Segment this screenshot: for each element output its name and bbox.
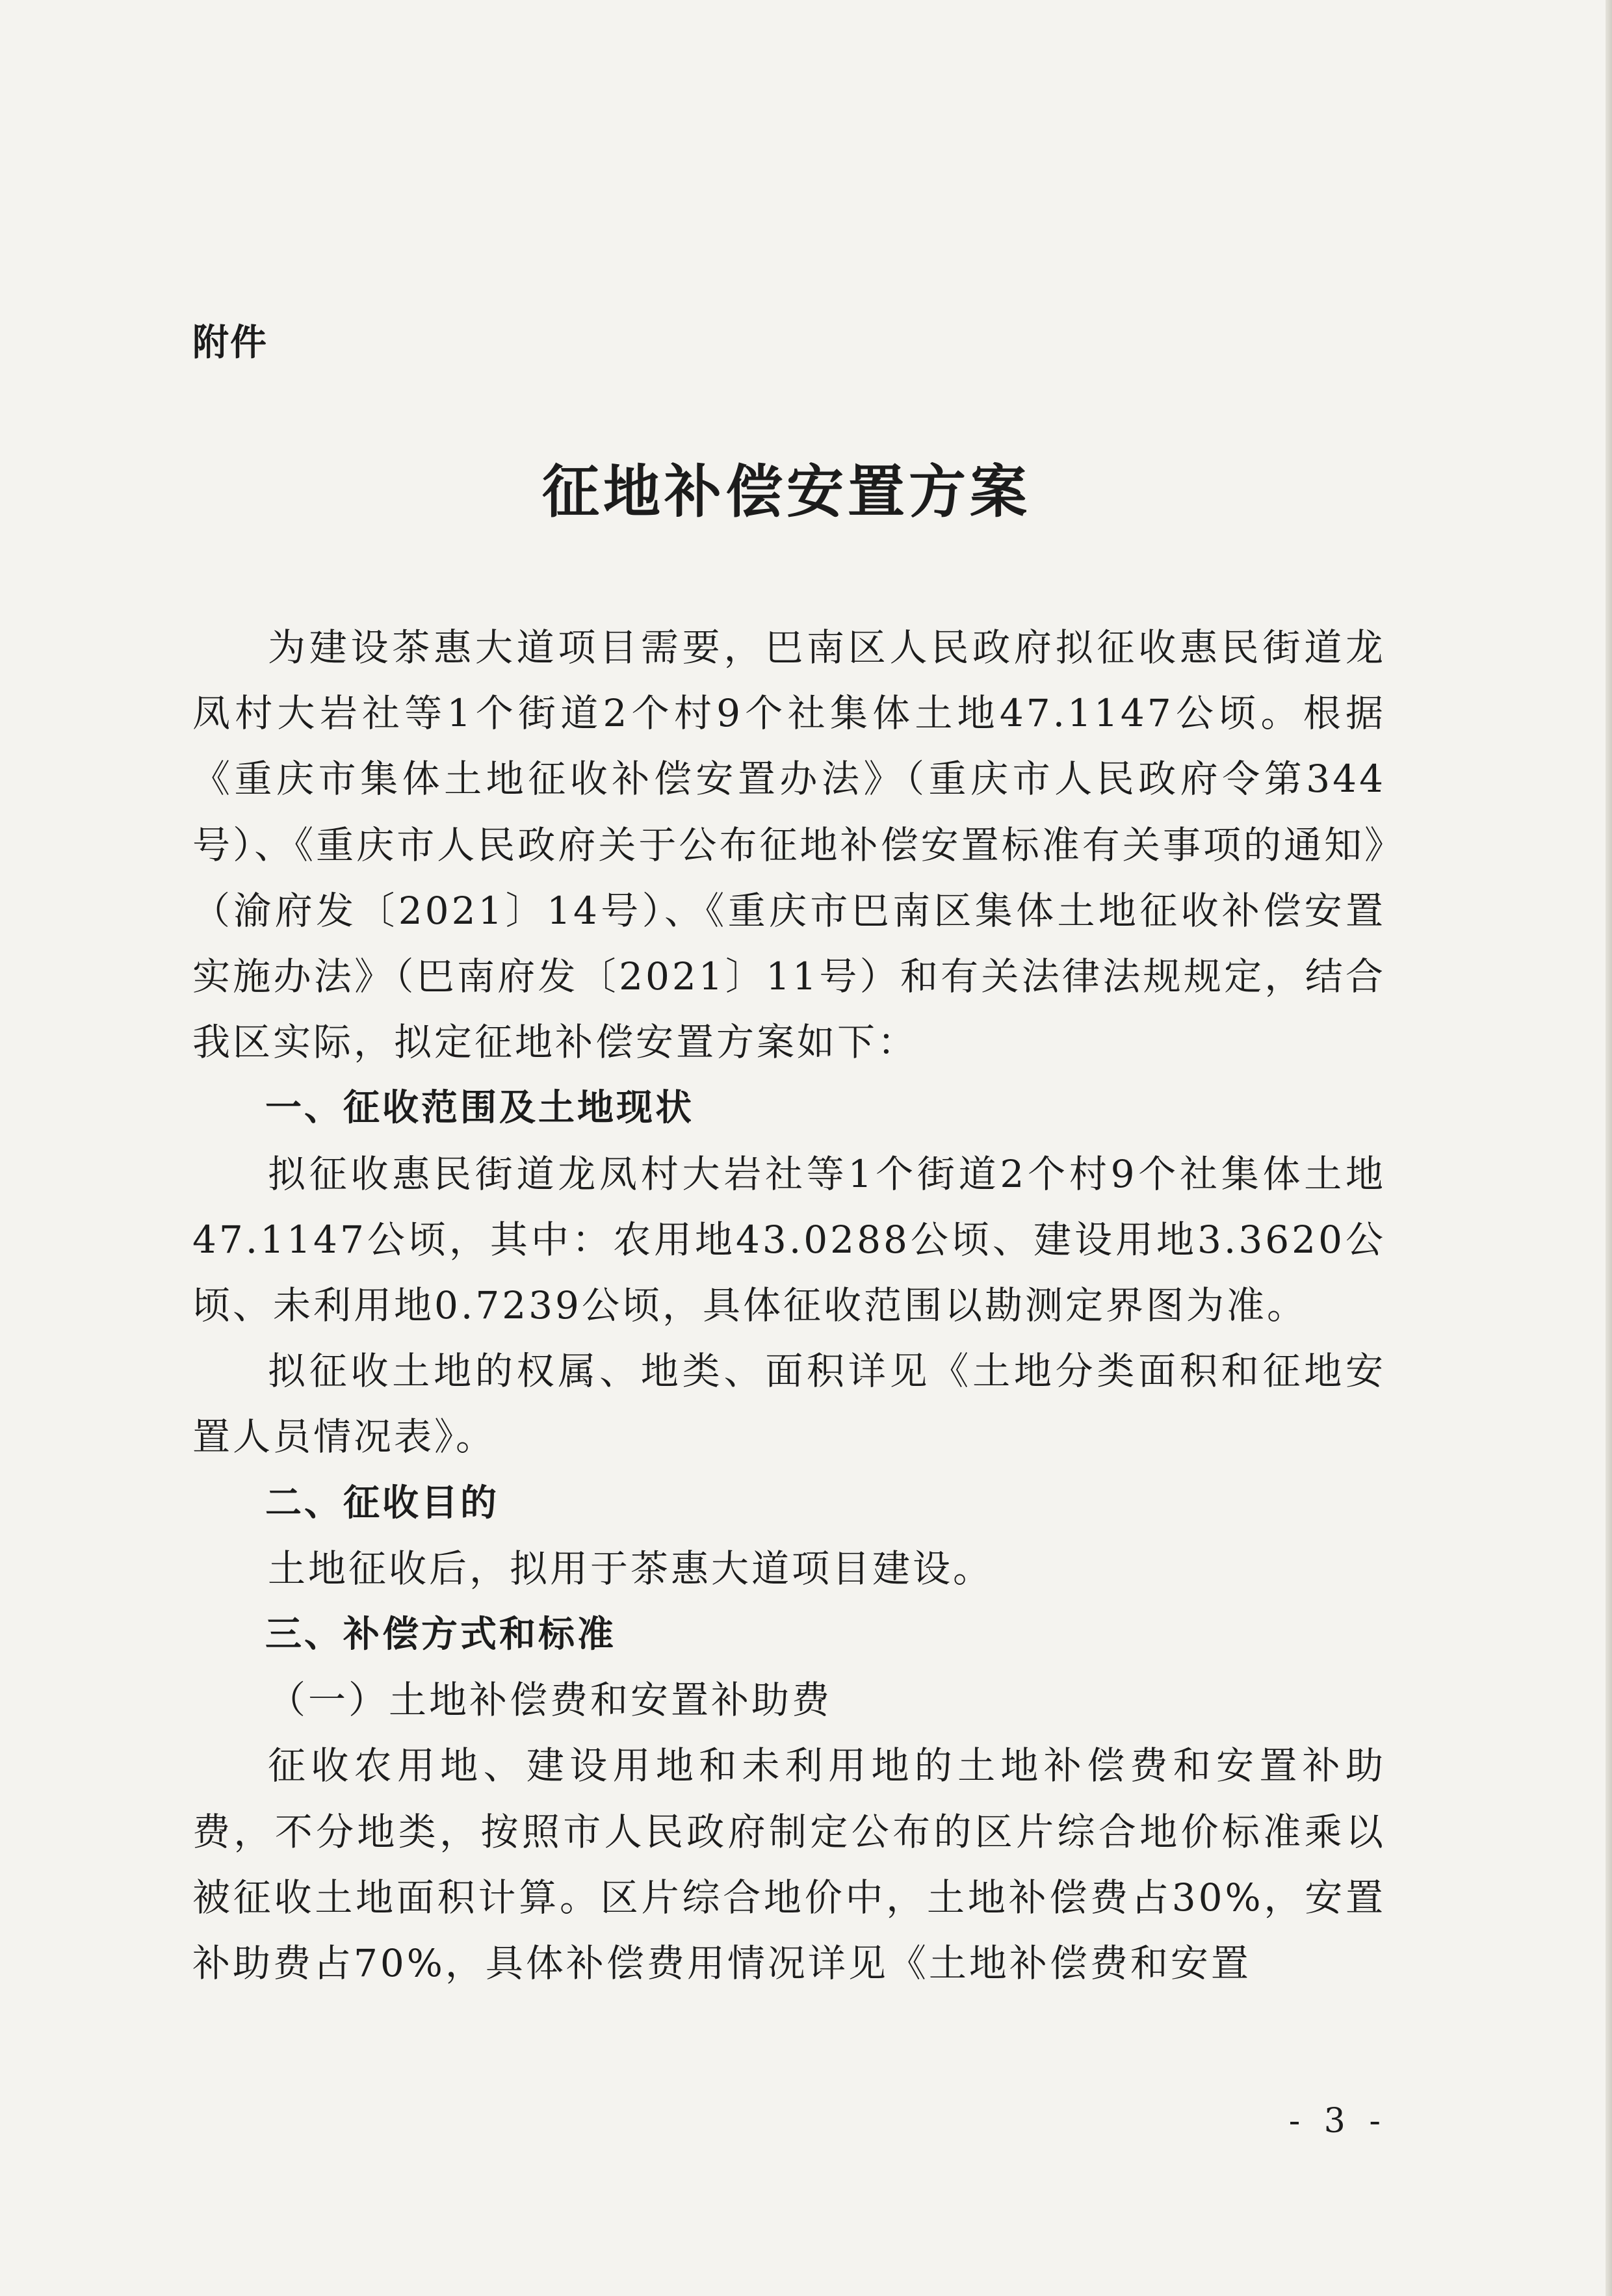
compensation-paragraph: 征收农用地、建设用地和未利用地的土地补偿费和安置补助费，不分地类，按照市人民政府制定公布的区片综合地价标准乘以被征收土地面积计算。区片综合地价中，土地补偿费占30%，安置补助费占70%，具体补偿费用情况详见《土地补偿费和安置 (192, 1743, 1386, 1986)
attachment-label: 附件 (192, 322, 268, 364)
scope-paragraph-1: 拟征收惠民街道龙凤村大岩社等1个街道2个村9个社集体土地47.1147公顷，其中：农用地43.0288公顷、建设用地3.3620公顷、未利用地0.7239公顷，具体征收范围以勘测定界图为准。 (192, 1151, 1386, 1328)
section-heading-purpose: 二、征收目的 (265, 1481, 499, 1524)
document-title: 征地补偿安置方案 (541, 458, 1031, 525)
intro-paragraph: 为建设茶惠大道项目需要，巴南区人民政府拟征收惠民街道龙凤村大岩社等1个街道2个村9个社集体土地47.1147公顷。根据《重庆市集体土地征收补偿安置办法》（重庆市人民政府令第344号）、《重庆市人民政府关于公布征地补偿安置标准有关事项的通知》（渝府发〔2021〕14号）、《重庆市巴南区集体土地征收补偿安置实施办法》（巴南府发〔2021〕11号）和有关法律法规规定，结合我区实际，拟定征地补偿安置方案如下： (192, 625, 1386, 1065)
scope-paragraph-2: 拟征收土地的权属、地类、面积详见《土地分类面积和征地安置人员情况表》。 (192, 1349, 1386, 1459)
document-body (192, 615, 1386, 1996)
subsection-heading-land-compensation: （一）土地补偿费和安置补助费 (268, 1678, 833, 1723)
purpose-paragraph: 土地征收后，拟用于茶惠大道项目建设。 (268, 1546, 994, 1591)
section-heading-compensation: 三、补偿方式和标准 (265, 1613, 616, 1656)
page-number: - 3 - (1288, 2102, 1387, 2141)
section-heading-scope: 一、征收范围及土地现状 (265, 1087, 694, 1130)
